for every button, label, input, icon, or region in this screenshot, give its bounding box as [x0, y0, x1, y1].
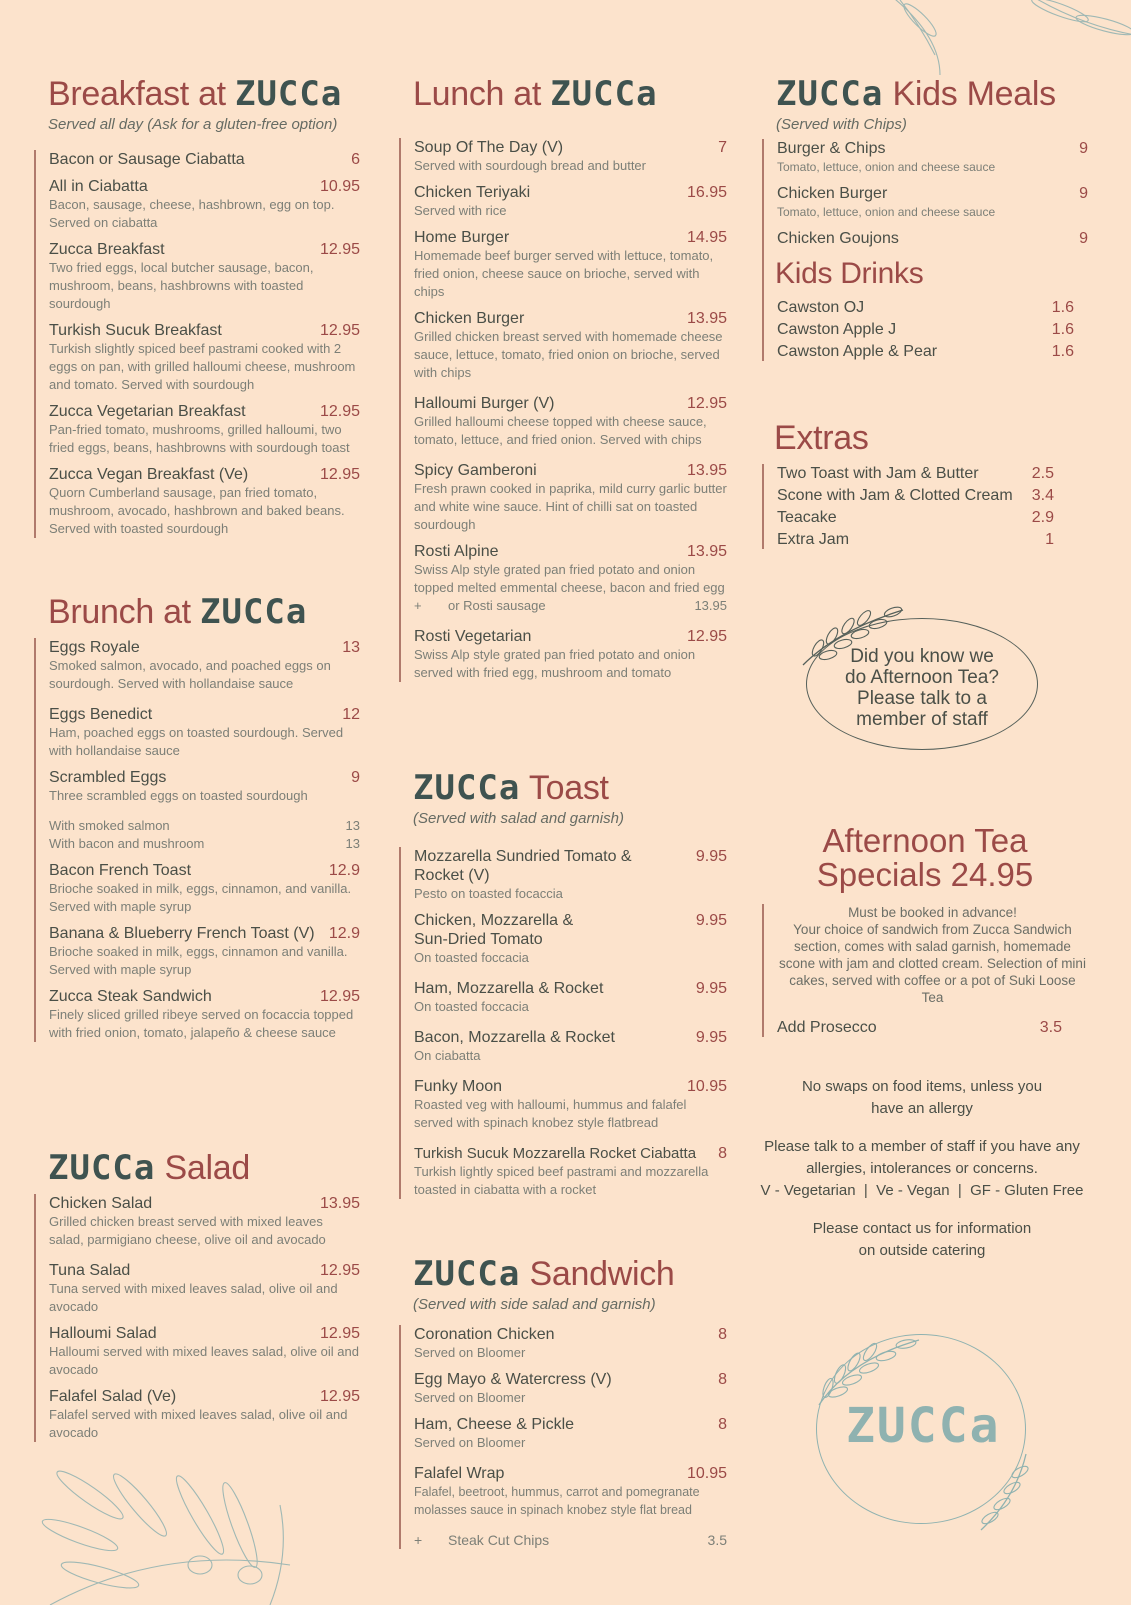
menu-item: Scrambled Eggs 9 Three scrambled eggs on toasted sourdough With smoked salmon 13 With bacon and mushroom 13 [49, 769, 360, 851]
kids-meals-subtitle: (Served with Chips) [776, 116, 907, 133]
column-middle [413, 0, 727, 1600]
menu-item: Zucca Vegetarian Breakfast 12.95 Pan-fried tomato, mushrooms, grilled halloumi, two fried eggs, beans, hashbrowns with sourdough toast [49, 403, 360, 455]
logo-wordmark: ZUCCa [846, 1398, 1001, 1454]
menu-item: Chicken, Mozzarella & Sun-Dried Tomato 9.95 On toasted foccacia [414, 912, 727, 965]
menu-item: Egg Mayo & Watercress (V) 8 Served on Bloomer [414, 1371, 727, 1405]
column-left [48, 0, 360, 1600]
kids-drinks-title: Kids Drinks [775, 257, 924, 290]
menu-item: Chicken Goujons 9 [777, 230, 1088, 247]
menu-item: Extra Jam 1 [777, 531, 1054, 548]
menu-item: Banana & Blueberry French Toast (V) 12.9 Brioche soaked in milk, eggs, cinnamon and vanilla. Served with maple syrup [49, 925, 360, 977]
menu-item: Scone with Jam & Clotted Cream 3.4 [777, 487, 1054, 504]
promo-text: Did you know we do Afternoon Tea? Please talk to a member of staff [845, 646, 999, 730]
menu-item: Falafel Salad (Ve) 12.95 Falafel served with mixed leaves salad, olive oil and avocado [49, 1388, 360, 1440]
menu-item: Bacon or Sausage Ciabatta 6 [49, 151, 360, 168]
breakfast-subtitle: Served all day (Ask for a gluten-free option) [48, 116, 338, 133]
menu-item: Chicken Teriyaki 16.95 Served with rice [414, 184, 727, 218]
menu-item: Cawston Apple & Pear 1.6 [777, 343, 1074, 360]
breakfast-title: Breakfast at ZUCCa [48, 74, 343, 114]
brand-wordmark: ZUCCa [776, 74, 884, 114]
brand-wordmark: ZUCCa [413, 1254, 521, 1294]
menu-item: Ham, Cheese & Pickle 8 Served on Bloomer [414, 1416, 727, 1450]
lunch-items [399, 138, 727, 682]
brunch-section [48, 592, 360, 1042]
allergy-notice: Please talk to a member of staff if you have any allergies, intolerances or concerns. [764, 1138, 1080, 1177]
breakfast-section [48, 74, 360, 538]
zucca-logo [776, 1322, 1088, 1522]
menu-item: Bacon French Toast 12.9 Brioche soaked in milk, eggs, cinnamon, and vanilla. Served with maple syrup [49, 862, 360, 914]
menu-item: Eggs Royale 13 Smoked salmon, avocado, and poached eggs on sourdough. Served with hollandaise sauce [49, 639, 360, 691]
menu-item: Mozzarella Sundried Tomato & Rocket (V) 9.95 Pesto on toasted focaccia [414, 848, 727, 901]
extras-section [776, 418, 1088, 549]
menu-item: Ham, Mozzarella & Rocket 9.95 On toasted foccacia [414, 980, 727, 1014]
kids-drinks-items [777, 298, 1088, 361]
afternoon-tea-desc: Your choice of sandwich from Zucca Sandwich section, comes with salad garnish, homemade scone with jam and clotted cream. Selection of mini cakes, served with coffee or a pot of Suki Loose Tea [779, 922, 1086, 1005]
dietary-legend: V - Vegetarian | Ve - Vegan | GF - Gluten Free [760, 1182, 1084, 1199]
afternoon-tea-note: Must be booked in advance! [848, 905, 1017, 920]
brand-wordmark: ZUCCa [550, 74, 658, 114]
menu-item: Turkish Sucuk Mozzarella Rocket Ciabatta 8 Turkish lightly spiced beef pastrami and mozzarella toasted in ciabatta with a rocket [414, 1145, 727, 1197]
kids-items [762, 139, 1088, 361]
salad-title: ZUCCa Salad [48, 1148, 250, 1188]
menu-item: Cawston OJ 1.6 [777, 299, 1074, 316]
sandwich-subtitle: (Served with side salad and garnish) [413, 1296, 656, 1313]
brand-wordmark: ZUCCa [48, 1148, 156, 1188]
salad-items [34, 1194, 360, 1442]
brand-wordmark: ZUCCa [413, 768, 521, 808]
scrambled-addons [49, 817, 360, 853]
toast-section [413, 768, 727, 1199]
toast-items [399, 847, 727, 1199]
menu-item: Home Burger 14.95 Homemade beef burger served with lettuce, tomato, fried onion, cheese sauce on brioche, served with chips [414, 229, 727, 299]
olive-branch-icon [40, 1465, 300, 1605]
toast-subtitle: (Served with salad and garnish) [413, 810, 624, 827]
menu-item: Zucca Breakfast 12.95 Two fried eggs, local butcher sausage, bacon, mushroom, beans, hashbrowns with toasted sourdough [49, 241, 360, 311]
menu-item: Falafel Wrap 10.95 Falafel, beetroot, hummus, carrot and pomegranate molasses sauce in spinach knobez style flat bread [414, 1465, 727, 1517]
menu-item: Spicy Gamberoni 13.95 Fresh prawn cooked in paprika, mild curry garlic butter and white wine sauce. Hint of chilli sat on toasted sourdough [414, 462, 727, 532]
menu-item: Halloumi Salad 12.95 Halloumi served with mixed leaves salad, olive oil and avocado [49, 1325, 360, 1377]
menu-item: Rosti Vegetarian 12.95 Swiss Alp style grated pan fried potato and onion served with fried egg, mushroom and tomato [414, 628, 727, 680]
addon-row: With bacon and mushroom 13 [49, 836, 360, 851]
sandwich-items [399, 1325, 727, 1549]
salad-section [48, 1148, 360, 1442]
lunch-section [413, 74, 727, 682]
breakfast-items [34, 150, 360, 538]
afternoon-tea-section [776, 824, 1088, 1037]
column-right [760, 0, 1088, 1600]
menu-item: Tuna Salad 12.95 Tuna served with mixed leaves salad, olive oil and avocado [49, 1262, 360, 1314]
menu-item: Rosti Alpine 13.95 Swiss Alp style grated pan fried potato and onion topped melted emmental cheese, bacon and fried egg + or Rosti sausage 13.95 [414, 543, 727, 613]
menu-item: Chicken Burger 9 Tomato, lettuce, onion and cheese sauce [777, 185, 1088, 219]
menu-item: Two Toast with Jam & Butter 2.5 [777, 465, 1054, 482]
menu-item: Burger & Chips 9 Tomato, lettuce, onion and cheese sauce [777, 140, 1088, 174]
kids-meals-section [776, 74, 1088, 361]
kids-meals-title: ZUCCa Kids Meals [776, 74, 1056, 114]
extras-items [762, 464, 1088, 549]
catering-notice: Please contact us for information on outside catering [812, 1220, 1032, 1259]
addon-row: + Steak Cut Chips 3.5 [414, 1532, 727, 1548]
addon-row: With smoked salmon 13 [49, 818, 360, 833]
menu-item: All in Ciabatta 10.95 Bacon, sausage, cheese, hashbrown, egg on top. Served on ciabatta [49, 178, 360, 230]
leaf-branch-icon [976, 1452, 1036, 1532]
menu-item: Soup Of The Day (V) 7 Served with sourdough bread and butter [414, 139, 727, 173]
brand-wordmark: ZUCCa [234, 74, 343, 114]
menu-item: Bacon, Mozzarella & Rocket 9.95 On ciabatta [414, 1029, 727, 1063]
afternoon-tea-promo [776, 598, 1088, 768]
menu-item: Zucca Steak Sandwich 12.95 Finely sliced grilled ribeye served on focaccia topped with fried onion, tomato, jalapeño & cheese sauce [49, 988, 360, 1040]
menu-item: Chicken Salad 13.95 Grilled chicken breast served with mixed leaves salad, parmigiano cheese, olive oil and avocado [49, 1195, 360, 1247]
menu-item: Teacake 2.9 [777, 509, 1054, 526]
menu-item: Halloumi Burger (V) 12.95 Grilled halloumi cheese topped with cheese sauce, tomato, lettuce, and fried onion. Served with chips [414, 395, 727, 447]
menu-item: Cawston Apple J 1.6 [777, 321, 1074, 338]
menu-item: Funky Moon 10.95 Roasted veg with halloumi, hummus and falafel served with spinach knobez style flatbread [414, 1078, 727, 1130]
afternoon-tea-title: Afternoon Tea Specials 24.95 [816, 822, 1034, 893]
toast-title: ZUCCa Toast [413, 768, 609, 808]
sandwich-title: ZUCCa Sandwich [413, 1254, 675, 1294]
afternoon-tea-details [762, 904, 1088, 1037]
menu-item: Chicken Burger 13.95 Grilled chicken breast served with homemade cheese sauce, lettuce, tomato, fried onion on brioche, served with chips [414, 310, 727, 380]
brunch-title: Brunch at ZUCCa [48, 592, 308, 632]
menu-item: Eggs Benedict 12 Ham, poached eggs on toasted sourdough. Served with hollandaise sauce [49, 706, 360, 758]
menu-item: Zucca Vegan Breakfast (Ve) 12.95 Quorn Cumberland sausage, pan fried tomato, mushroom, avocado, hashbrown and baked beans. Served with toasted sourdough [49, 466, 360, 536]
no-swaps-notice: No swaps on food items, unless you have an allergy [801, 1078, 1043, 1117]
menu-item: Coronation Chicken 8 Served on Bloomer [414, 1326, 727, 1360]
notices [748, 1076, 1096, 1262]
prosecco-addon: Add Prosecco 3.5 [777, 1019, 1062, 1036]
brunch-items [34, 638, 360, 1042]
extras-title: Extras [774, 419, 869, 457]
lunch-title: Lunch at ZUCCa [413, 74, 658, 114]
addon-row: + or Rosti sausage 13.95 [414, 598, 727, 613]
brand-wordmark: ZUCCa [200, 592, 308, 632]
sandwich-section [413, 1254, 727, 1549]
olive-branch-icon [880, 0, 1131, 75]
menu-item: Turkish Sucuk Breakfast 12.95 Turkish slightly spiced beef pastrami cooked with 2 eggs on pan, with grilled halloumi cheese, mushroom and tomato. Served with sourdough [49, 322, 360, 392]
